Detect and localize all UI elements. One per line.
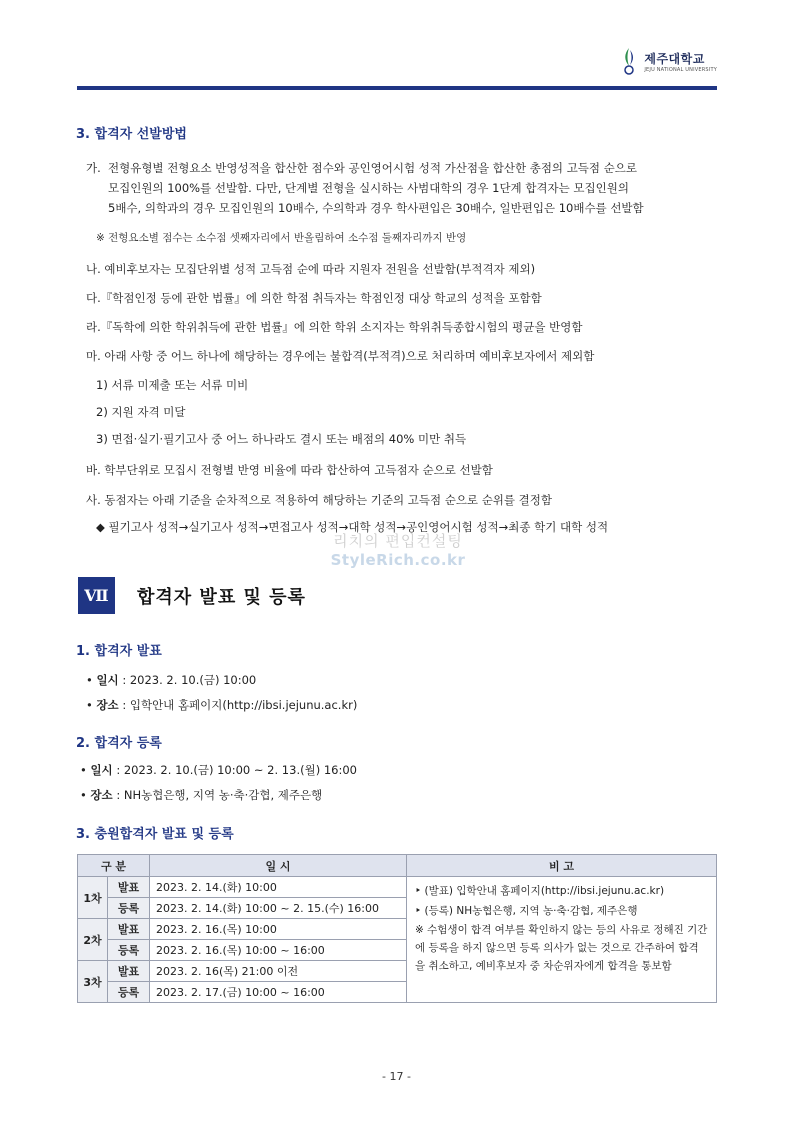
logo-english-name: JEJU NATIONAL UNIVERSITY [644, 66, 717, 73]
date-cell: 2023. 2. 14.(화) 10:00 [150, 877, 407, 898]
remark-announce: ‣ (발표) 입학안내 홈페이지(http://ibsi.jejunu.ac.kr) [415, 885, 665, 897]
remark-register: ‣ (등록) NH농협은행, 지역 농·축·감협, 제주은행 [415, 905, 638, 917]
table-row [78, 877, 717, 898]
item-ba: 바. 학부단위로 모집시 전형별 반영 비율에 따라 합산하여 고득점자 순으로 선발함 [86, 463, 493, 477]
date-cell: 2023. 2. 16.(목) 10:00 ~ 16:00 [150, 940, 407, 961]
announce-place-value: : 입학안내 홈페이지(http://ibsi.jejunu.ac.kr) [118, 698, 358, 712]
register-place-label: 장소 [90, 788, 113, 802]
remark-cell [407, 877, 717, 1003]
announce-date-value: : 2023. 2. 10.(금) 10:00 [118, 673, 257, 687]
page-number: - 17 - [382, 1070, 411, 1083]
item-ga-line-1: 전형유형별 전형요소 반영성적을 합산한 점수와 공인영어시험 성적 가산점을 합산한 총점의 고득점 순으로 [108, 161, 638, 175]
item-ma-sub-1: 1) 서류 미제출 또는 서류 미비 [96, 378, 249, 392]
announce-date: • 일시 : 2023. 2. 10.(금) 10:00 [86, 673, 257, 687]
header-divider [77, 86, 717, 90]
item-ga-note: ※ 전형요소별 점수는 소수점 셋째자리에서 반올림하여 소수점 둘째자리까지 반영 [96, 232, 467, 244]
announce-place-label: 장소 [96, 698, 119, 712]
stage-cell: 1차 [78, 877, 108, 919]
register-date-value: : 2023. 2. 10.(금) 10:00 ~ 2. 13.(월) 16:00 [112, 763, 357, 777]
date-cell: 2023. 2. 16.(목) 10:00 [150, 919, 407, 940]
table-header-row [78, 855, 717, 877]
tie-break-order: ◆ 필기고사 성적→실기고사 성적→면접고사 성적→대학 성적→공인영어시험 성적→최종 학기 대학 성적 [96, 520, 609, 534]
section-title-selection-method: 3. 합격자 선발방법 [76, 127, 187, 142]
item-da: 다.『학점인정 등에 관한 법률』에 의한 학점 취득자는 학점인정 대상 학교의 성적을 포함함 [86, 291, 542, 305]
kind-cell: 발표 [108, 961, 150, 982]
register-date-label: 일시 [90, 763, 113, 777]
chapter-title: 합격자 발표 및 등록 [137, 586, 306, 608]
kind-cell: 등록 [108, 940, 150, 961]
section-title-registration: 2. 합격자 등록 [76, 736, 162, 751]
register-place: • 장소 : NH농협은행, 지역 농·축·감협, 제주은행 [80, 788, 323, 802]
kind-cell: 등록 [108, 982, 150, 1003]
watermark-korean: 리치의 편입컨설팅 [333, 532, 463, 550]
stage-cell: 3차 [78, 961, 108, 1003]
item-sa: 사. 동점자는 아래 기준을 순차적으로 적용하여 해당하는 기준의 고득점 순으로 순위를 결정함 [86, 493, 553, 507]
date-cell: 2023. 2. 16(목) 21:00 이전 [150, 961, 407, 982]
header-date: 일 시 [150, 855, 407, 877]
additional-admission-table [77, 854, 717, 1003]
announce-date-label: 일시 [96, 673, 119, 687]
item-na: 나. 예비후보자는 모집단위별 성적 고득점 순에 따라 지원자 전원을 선발함(부적격자 제외) [86, 262, 536, 276]
university-emblem-icon [618, 46, 640, 76]
stage-cell: 2차 [78, 919, 108, 961]
watermark [318, 530, 478, 569]
item-ga-line-2: 모집인원의 100%를 선발함. 다만, 단계별 전형을 실시하는 사범대학의 경우 1단계 합격자는 모집인원의 [108, 181, 629, 195]
logo-korean-name: 제주대학교 [644, 51, 705, 66]
register-place-value: : NH농협은행, 지역 농·축·감협, 제주은행 [112, 788, 323, 802]
kind-cell: 등록 [108, 898, 150, 919]
section-title-announcement: 1. 합격자 발표 [76, 644, 162, 659]
item-ga-prefix: 가. [86, 161, 101, 175]
announce-place: • 장소 : 입학안내 홈페이지(http://ibsi.jejunu.ac.kr) [86, 698, 358, 712]
section-title-additional-admission: 3. 충원합격자 발표 및 등록 [76, 827, 234, 842]
kind-cell: 발표 [108, 877, 150, 898]
item-ga-line-3: 5배수, 의학과의 경우 모집인원의 10배수, 수의학과 경우 학사편입은 30배수, 일반편입은 10배수를 선발함 [108, 201, 644, 215]
date-cell: 2023. 2. 14.(화) 10:00 ~ 2. 15.(수) 16:00 [150, 898, 407, 919]
remark-note: ※ 수험생이 합격 여부를 확인하지 않는 등의 사유로 정해진 기간에 등록을 하지 않으면 등록 의사가 없는 것으로 간주하여 합격을 취소하고, 예비후보자 중 차순위자에게 합격을 통보함 [415, 924, 708, 972]
header-remark: 비 고 [407, 855, 717, 877]
university-logo [618, 46, 717, 76]
item-ra: 라.『독학에 의한 학위취득에 관한 법률』에 의한 학위 소지자는 학위취득종합시험의 평균을 반영함 [86, 320, 583, 334]
item-ma: 마. 아래 사항 중 어느 하나에 해당하는 경우에는 불합격(부적격)으로 처리하며 예비후보자에서 제외함 [86, 349, 595, 363]
register-date: • 일시 : 2023. 2. 10.(금) 10:00 ~ 2. 13.(월) 16:00 [80, 763, 357, 777]
chapter-number-badge: Ⅶ [78, 577, 115, 614]
kind-cell: 발표 [108, 919, 150, 940]
item-ma-sub-2: 2) 지원 자격 미달 [96, 405, 186, 419]
date-cell: 2023. 2. 17.(금) 10:00 ~ 16:00 [150, 982, 407, 1003]
watermark-english: StyleRich.co.kr [330, 551, 466, 569]
header-division: 구 분 [78, 855, 150, 877]
chapter-heading [78, 577, 306, 614]
item-ga [86, 158, 726, 218]
item-ma-sub-3: 3) 면접·실기·필기고사 중 어느 하나라도 결시 또는 배점의 40% 미만 취득 [96, 432, 467, 446]
